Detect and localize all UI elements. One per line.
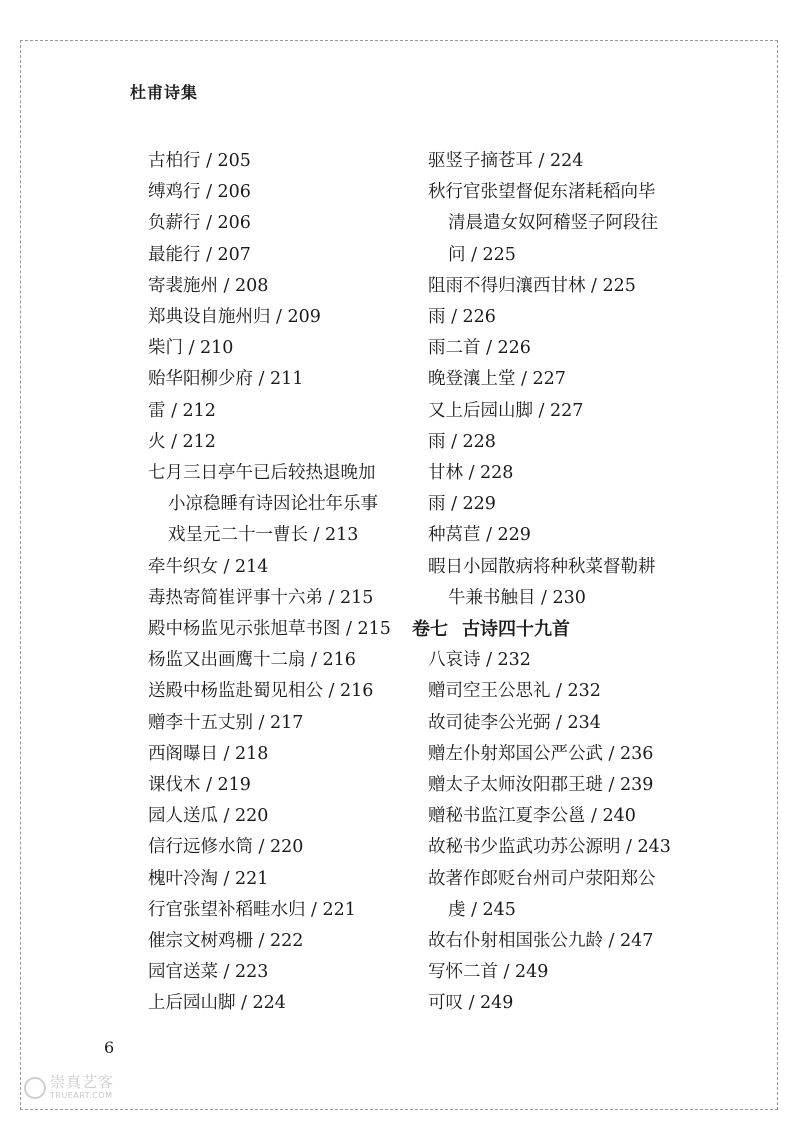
toc-entry <box>148 396 398 427</box>
toc-entry-text: 种莴苣 / 229 <box>428 525 531 546</box>
toc-entry <box>148 645 398 676</box>
toc-entry-text: 西阁曝日 / 218 <box>148 743 269 764</box>
toc-entry-text: 故右仆射相国张公九龄 / 247 <box>428 931 654 952</box>
toc-entry <box>412 832 682 863</box>
toc-entry-text: 最能行 / 207 <box>148 244 251 265</box>
toc-entry-text: 火 / 212 <box>148 431 216 452</box>
toc-entry-text: 赠李十五丈别 / 217 <box>148 712 304 733</box>
toc-entry-text: 雨 / 228 <box>428 431 496 452</box>
toc-entry <box>148 427 398 458</box>
toc-entry <box>412 676 682 707</box>
toc-entry-text: 故秘书少监武功苏公源明 / 243 <box>428 837 671 858</box>
toc-entry <box>148 864 398 895</box>
toc-entry <box>148 895 398 926</box>
toc-entry <box>412 770 682 801</box>
toc-entry-text: 郑典设自施州归 / 209 <box>148 307 321 328</box>
toc-entry <box>412 864 682 926</box>
toc-entry-text: 古柏行 / 205 <box>148 151 251 171</box>
toc-entry <box>412 708 682 739</box>
toc-entry-text: 杨监又出画鹰十二扇 / 216 <box>148 650 356 671</box>
page-number: 6 <box>104 1038 115 1057</box>
toc-entry <box>148 146 398 177</box>
toc-entry-text: 毒热寄简崔评事十六弟 / 215 <box>148 587 374 608</box>
toc-entry <box>412 801 682 832</box>
toc-entry-continuation: 牛兼书触目 / 230 <box>448 587 586 608</box>
toc-entry-text: 赠左仆射郑国公严公武 / 236 <box>428 743 654 764</box>
toc-entry-text: 赠司空王公思礼 / 232 <box>428 681 601 702</box>
toc-right-entries-lower <box>412 645 682 1019</box>
toc-entry-text: 暇日小园散病将种秋菜督勒耕 <box>428 556 656 577</box>
toc-entry <box>148 177 398 208</box>
toc-entry <box>412 333 682 364</box>
toc-entry <box>148 739 398 770</box>
toc-entry-text: 牵牛织女 / 214 <box>148 556 269 577</box>
toc-entry-text: 课伐木 / 219 <box>148 775 251 796</box>
toc-entry <box>148 364 398 395</box>
toc-entry-text: 柴门 / 210 <box>148 338 234 359</box>
toc-entry-text: 故著作郎贬台州司户荥阳郑公 <box>428 868 656 889</box>
watermark-subtext: TRUEART.COM <box>50 1091 113 1100</box>
toc-entry <box>412 146 682 177</box>
toc-left-column <box>148 146 398 1020</box>
toc-entry-text: 秋行官张望督促东渚耗稻向毕 <box>428 182 656 203</box>
toc-entry <box>412 957 682 988</box>
toc-entry-continuation: 小凉稳睡有诗因论壮年乐事 <box>168 494 378 515</box>
toc-entry-text: 殿中杨监见示张旭草书图 / 215 <box>148 619 391 640</box>
toc-entry-text: 上后园山脚 / 224 <box>148 993 286 1014</box>
toc-entry <box>148 271 398 302</box>
toc-entry-text: 槐叶冷淘 / 221 <box>148 868 269 889</box>
toc-entry <box>148 957 398 988</box>
toc-entry-text: 送殿中杨监赴蜀见相公 / 216 <box>148 681 374 702</box>
toc-entry <box>148 208 398 239</box>
toc-entry <box>412 396 682 427</box>
toc-entry-text: 八哀诗 / 232 <box>428 650 531 671</box>
toc-entry <box>412 552 682 614</box>
page-border-left <box>20 40 21 1110</box>
toc-entry <box>148 988 398 1019</box>
toc-entry-text: 驱竖子摘苍耳 / 224 <box>428 151 584 171</box>
toc-entry <box>412 364 682 395</box>
toc-entry-text: 故司徒李公光弼 / 234 <box>428 712 601 733</box>
toc-entry <box>412 988 682 1019</box>
toc-right-entries-upper <box>412 146 682 614</box>
toc-entry-continuation: 戏呈元二十一曹长 / 213 <box>168 525 359 546</box>
toc-entry-text: 缚鸡行 / 206 <box>148 182 251 203</box>
toc-entry <box>148 458 398 552</box>
toc-entry <box>148 240 398 271</box>
toc-entry <box>412 739 682 770</box>
toc-entry <box>412 458 682 489</box>
toc-entry <box>412 427 682 458</box>
toc-entry <box>412 520 682 551</box>
toc-entry <box>148 832 398 863</box>
toc-entry-text: 阻雨不得归瀼西甘林 / 225 <box>428 275 636 296</box>
toc-entry-text: 甘林 / 228 <box>428 463 514 484</box>
toc-entry-text: 赠秘书监江夏李公邕 / 240 <box>428 806 636 827</box>
toc-entry <box>412 926 682 957</box>
toc-entry-text: 信行远修水筒 / 220 <box>148 837 304 858</box>
toc-entry-text: 可叹 / 249 <box>428 993 514 1014</box>
toc-entry-text: 雨 / 229 <box>428 494 496 515</box>
toc-entry-text: 行官张望补稻畦水归 / 221 <box>148 899 356 920</box>
toc-entry <box>148 801 398 832</box>
running-header: 杜甫诗集 <box>130 83 199 102</box>
toc-entry <box>412 177 682 271</box>
volume-title: 古诗四十九首 <box>462 619 570 641</box>
toc-entry <box>148 676 398 707</box>
toc-entry-text: 写怀二首 / 249 <box>428 962 549 983</box>
toc-entry <box>148 926 398 957</box>
toc-entry <box>148 552 398 583</box>
toc-entry-text: 七月三日亭午已后较热退晚加 <box>148 463 376 484</box>
watermark-logo-icon <box>24 1077 46 1099</box>
toc-entry-text: 雷 / 212 <box>148 400 216 421</box>
toc-entry <box>148 583 398 614</box>
toc-entry-continuation: 虔 / 245 <box>448 899 516 920</box>
toc-entry-text: 园人送瓜 / 220 <box>148 806 269 827</box>
toc-entry <box>412 645 682 676</box>
toc-entry <box>148 614 398 645</box>
watermark <box>24 1075 114 1100</box>
toc-entry-text: 雨 / 226 <box>428 307 496 328</box>
toc-entry-text: 负薪行 / 206 <box>148 213 251 234</box>
toc-entry-text: 寄裴施州 / 208 <box>148 275 269 296</box>
toc-entry-text: 晚登瀼上堂 / 227 <box>428 369 566 390</box>
toc-right-column <box>412 146 682 1020</box>
toc-entry-text: 园官送菜 / 223 <box>148 962 269 983</box>
toc-entry-text: 赠太子太师汝阳郡王琎 / 239 <box>428 775 654 796</box>
toc-entry <box>148 708 398 739</box>
toc-entry-text: 雨二首 / 226 <box>428 338 531 359</box>
toc-entry-continuation: 问 / 225 <box>448 244 516 265</box>
watermark-text: 崇真艺客 <box>50 1073 115 1091</box>
toc-entry <box>412 271 682 302</box>
toc-entry-text: 又上后园山脚 / 227 <box>428 400 584 421</box>
toc-entry <box>148 770 398 801</box>
toc-entry-text: 催宗文树鸡栅 / 222 <box>148 931 304 952</box>
volume-heading <box>412 614 682 645</box>
toc-entry <box>412 302 682 333</box>
toc-entry <box>412 489 682 520</box>
toc-entry <box>148 302 398 333</box>
toc-entry-continuation: 清晨遣女奴阿稽竖子阿段往 <box>448 213 658 234</box>
toc-entry <box>148 333 398 364</box>
toc-entry-text: 贻华阳柳少府 / 211 <box>148 369 304 390</box>
volume-number: 卷七 <box>412 619 448 641</box>
